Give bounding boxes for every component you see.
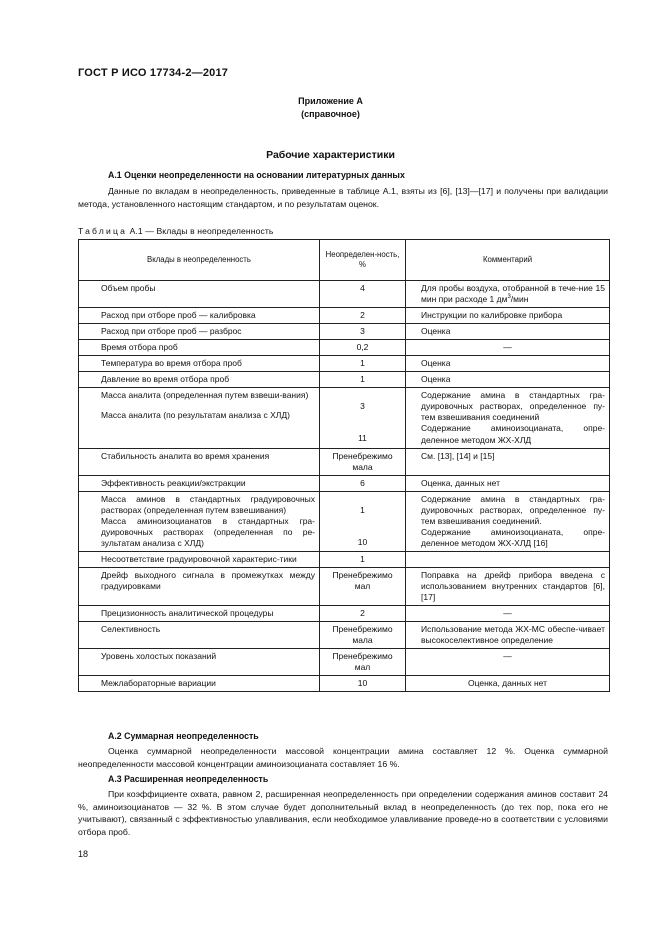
cell-contribution: Объем пробы	[79, 281, 320, 308]
cell-comment: —	[406, 606, 610, 622]
cell-uncertainty-part-a: 1	[360, 504, 365, 515]
cell-comment: —	[406, 340, 610, 356]
cell-uncertainty: 1	[320, 356, 406, 372]
cell-uncertainty: 4	[320, 281, 406, 308]
table-row	[79, 475, 610, 491]
table-row	[79, 340, 610, 356]
cell-comment: Оценка, данных нет	[406, 676, 610, 692]
cell-contribution-part-b: Масса аналита (по результатам анализа с ХЛД)	[101, 410, 290, 421]
cell-contribution: Время отбора проб	[79, 340, 320, 356]
cell-comment-part-a: Содержание амина в стандартных гра-дуировочных растворах, определенное пу-тем взвешивания соединений.	[421, 493, 605, 526]
cell-comment: Оценка	[406, 356, 610, 372]
cell-uncertainty: 1	[320, 372, 406, 388]
annex-title: Приложение А	[298, 96, 363, 106]
cell-comment	[406, 551, 610, 567]
cell-uncertainty-part-a: 3	[360, 401, 365, 412]
cell-uncertainty: Пренебрежимо мал	[320, 567, 406, 605]
section-a1-text: Данные по вкладам в неопределенность, приведенные в таблице А.1, взяты из [6], [13]—[17] и получены при валидации метода, установленного настоящим стандартом, и по результатам оценок.	[78, 186, 608, 209]
cell-comment	[406, 281, 610, 308]
cell-contribution: Прецизионность аналитической процедуры	[79, 606, 320, 622]
cell-uncertainty	[320, 491, 406, 551]
cell-contribution: Несоответствие градуировочной характерис-тики	[79, 551, 320, 567]
page-title: Рабочие характеристики	[266, 149, 395, 161]
cell-uncertainty	[320, 388, 406, 448]
cell-uncertainty: 1	[320, 551, 406, 567]
table-row	[79, 281, 610, 308]
page-number: 18	[78, 849, 89, 859]
cell-comment: Использование метода ЖХ-МС обеспе-чивает высокоселективное определение	[406, 622, 610, 649]
cell-comment: См. [13], [14] и [15]	[406, 448, 610, 475]
cell-uncertainty: 2	[320, 606, 406, 622]
section-a1-heading: А.1 Оценки неопределенности на основании литературных данных	[108, 170, 405, 180]
cell-comment	[406, 388, 610, 448]
standard-header: ГОСТ Р ИСО 17734-2—2017	[78, 67, 229, 79]
cell-contribution: Стабильность аналита во время хранения	[79, 448, 320, 475]
table-row	[79, 448, 610, 475]
cell-contribution-part-b: Масса аминоизоцианатов в стандартных гра-дуировочных растворах (определенная по ре-зультатам анализа с ХЛД)	[101, 515, 315, 548]
cell-uncertainty: 2	[320, 308, 406, 324]
cell-uncertainty: Пренебрежимо мала	[320, 448, 406, 475]
cell-contribution: Расход при отборе проб — разброс	[79, 324, 320, 340]
cell-comment	[406, 491, 610, 551]
cell-uncertainty-part-b: 11	[358, 433, 367, 444]
cell-comment: Оценка, данных нет	[406, 475, 610, 491]
table-row	[79, 676, 610, 692]
cell-uncertainty: 6	[320, 475, 406, 491]
table-row	[79, 308, 610, 324]
cell-comment: Инструкции по калибровке прибора	[406, 308, 610, 324]
table-caption	[78, 226, 274, 237]
section-a3-heading: А.3 Расширенная неопределенность	[108, 774, 269, 784]
cell-comment: —	[406, 649, 610, 676]
cell-comment: Поправка на дрейф прибора введена с использованием внутренних стандартов [6], [17]	[406, 567, 610, 605]
cell-contribution-part-a: Масса аналита (определенная путем взвеши-вания)	[101, 390, 309, 401]
cell-comment: Оценка	[406, 324, 610, 340]
cell-contribution	[79, 388, 320, 448]
cell-comment-sup: 3	[507, 294, 511, 301]
table-row	[79, 372, 610, 388]
table-row	[79, 356, 610, 372]
cell-contribution: Эффективность реакции/экстракции	[79, 475, 320, 491]
cell-contribution: Межлабораторные вариации	[79, 676, 320, 692]
cell-contribution: Дрейф выходного сигнала в промежутках между градуировками	[79, 567, 320, 605]
cell-comment-text: Для пробы воздуха, отобранной в тече-ние 15 мин при расходе 1 дм	[421, 283, 605, 305]
cell-uncertainty-part-b: 10	[357, 536, 368, 547]
cell-contribution: Селективность	[79, 622, 320, 649]
annex-type: (справочное)	[301, 109, 360, 120]
cell-comment: Оценка	[406, 372, 610, 388]
cell-contribution: Уровень холостых показаний	[79, 649, 320, 676]
section-a2-heading: А.2 Суммарная неопределенность	[108, 731, 259, 741]
cell-uncertainty: 3	[320, 324, 406, 340]
section-a2-text: Оценка суммарной неопределенности массовой концентрации амина составляет 12 %. Оценка суммарной неопределенности массовой концентрации аминоизоцианата составляет 16 %.	[78, 746, 608, 769]
cell-uncertainty: Пренебрежимо мал	[320, 649, 406, 676]
col-header-contribution: Вклады в неопределенность	[79, 240, 320, 281]
cell-comment-part-b: Содержание аминоизоцианата, опре-деленное методом ЖХ-ХЛД [16]	[421, 526, 605, 548]
section-a3-text: При коэффициенте охвата, равном 2, расширенная неопределенность при определении содержания аминов составит 24 %, аминоизоцианатов — 32 %. В этом случае будет дополнительный вклад в неопределенность (до тех пор, пока его не учитывают), связанный с эффективностью улавливания, если необходимое улавливание проведе-но в соответствии с условиями отбора проб.	[78, 789, 608, 837]
table-row	[79, 649, 610, 676]
table-caption-rest: А.1 — Вклады в неопределенность	[127, 226, 274, 236]
cell-contribution: Температура во время отбора проб	[79, 356, 320, 372]
table-row	[79, 606, 610, 622]
cell-contribution: Расход при отборе проб — калибровка	[79, 308, 320, 324]
cell-comment-part-a: Содержание амина в стандартных гра-дуировочных растворах, определенное пу-тем взвешивания соединений	[421, 390, 605, 423]
table-caption-prefix: Таблица	[78, 226, 128, 236]
cell-comment-part-b: Содержание аминоизоцианата, опре-деленное методом ЖХ-ХЛД	[421, 423, 605, 445]
table-row	[79, 491, 610, 551]
cell-contribution-part-a: Масса аминов в стандартных градуировочных растворах (определенная путем взвешивания)	[101, 493, 315, 515]
table-row	[79, 567, 610, 605]
col-header-uncertainty: Неопределен-ность, %	[320, 240, 406, 281]
cell-contribution	[79, 491, 320, 551]
table-row	[79, 324, 610, 340]
cell-contribution: Давление во время отбора проб	[79, 372, 320, 388]
cell-comment-tail: /мин	[510, 294, 529, 305]
table-row	[79, 551, 610, 567]
col-header-comment: Комментарий	[406, 240, 610, 281]
cell-uncertainty: Пренебрежимо мала	[320, 622, 406, 649]
table-row	[79, 622, 610, 649]
cell-uncertainty: 0,2	[320, 340, 406, 356]
table-row	[79, 388, 610, 448]
annex-label	[0, 95, 661, 121]
cell-uncertainty: 10	[320, 676, 406, 692]
uncertainty-table	[78, 239, 610, 692]
